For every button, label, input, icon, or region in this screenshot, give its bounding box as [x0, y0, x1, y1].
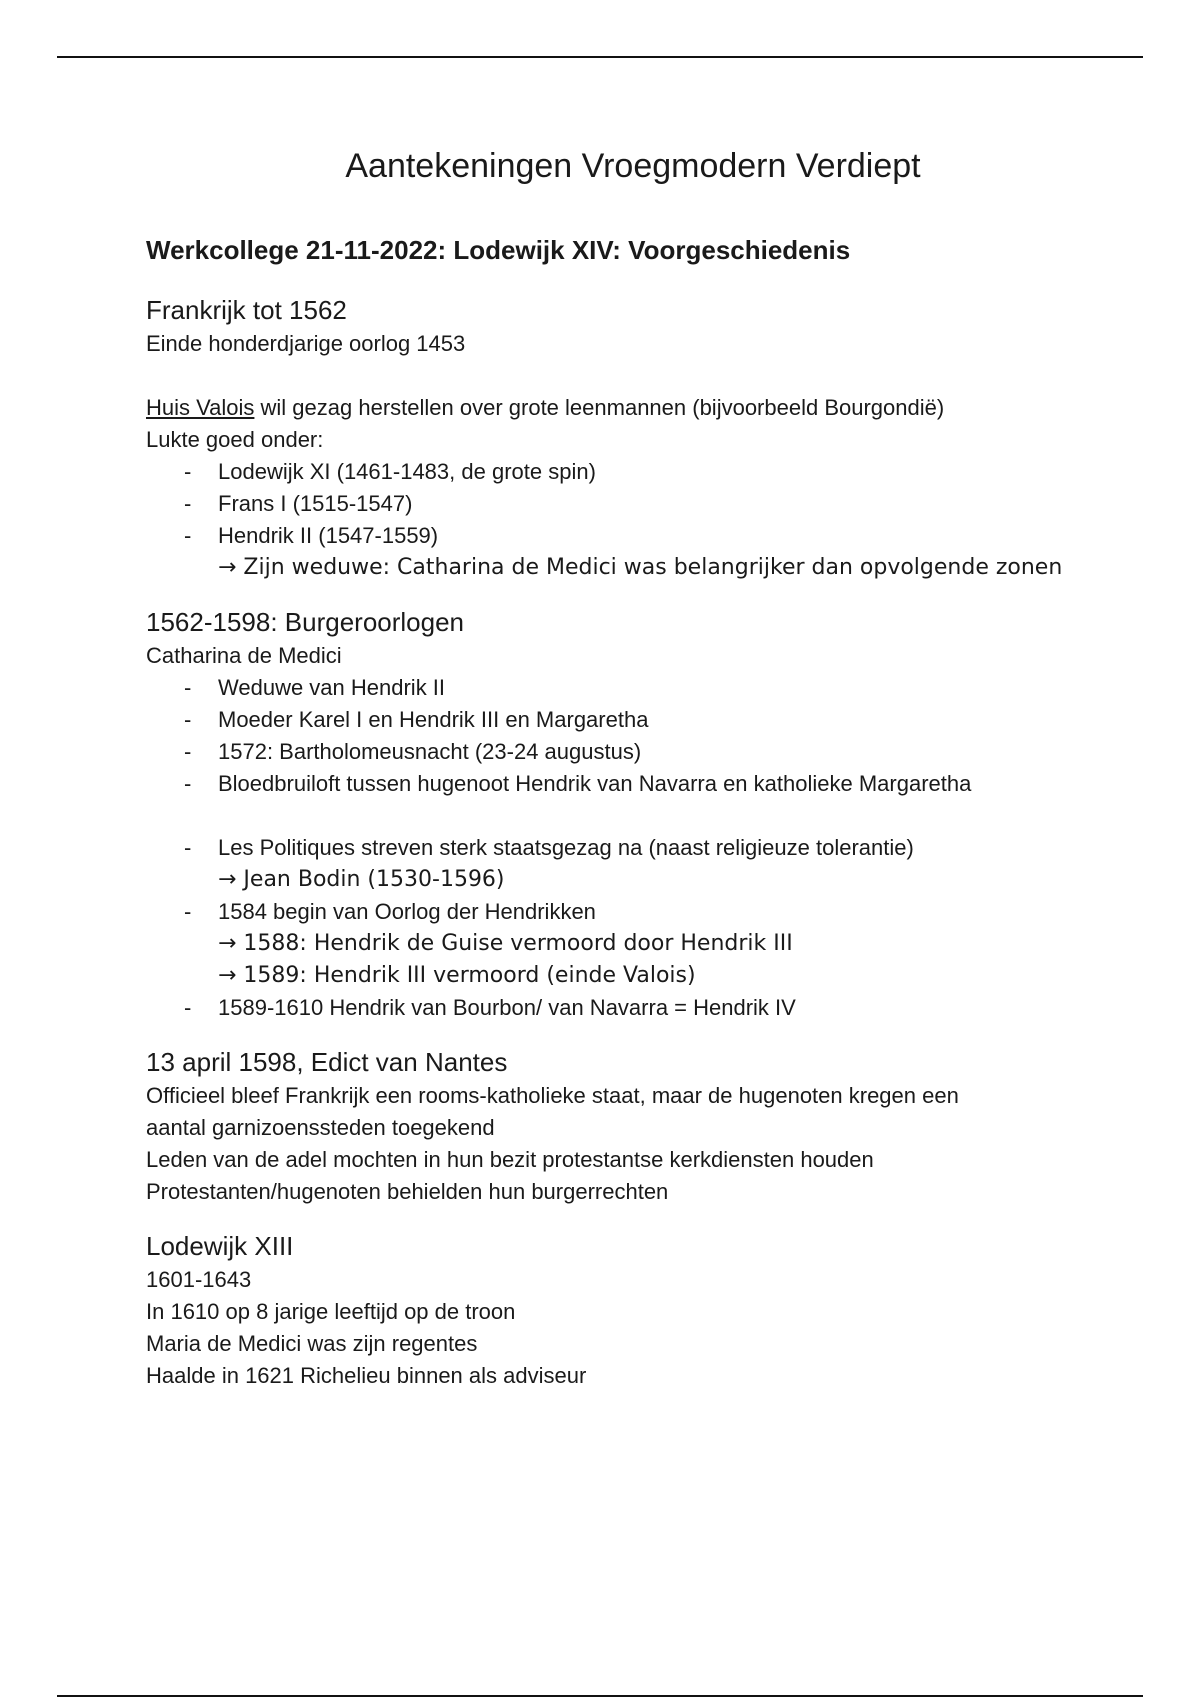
text-line: Officieel bleef Frankrijk een rooms-katholieke staat, maar de hugenoten kregen een: [146, 1083, 959, 1108]
list-item: [184, 456, 1106, 488]
list-item: [184, 488, 1106, 520]
catharina-list: [146, 672, 1106, 800]
text-line: In 1610 op 8 jarige leeftijd op de troon: [146, 1299, 516, 1324]
list-item-text: 1572: Bartholomeusnacht (23-24 augustus): [218, 739, 642, 764]
text-line: aantal garnizoenssteden toegekend: [146, 1115, 495, 1140]
dash-bullet: -: [184, 771, 192, 796]
list-item-text: Les Politiques streven sterk staatsgezag na (naast religieuze tolerantie): [218, 835, 914, 860]
list-item: [184, 896, 1106, 992]
list-item-text: Moeder Karel I en Hendrik III en Margaretha: [218, 707, 649, 732]
sub-note: → 1588: Hendrik de Guise vermoord door Hendrik III: [218, 931, 793, 956]
document-title: Aantekeningen Vroegmodern Verdiept: [345, 147, 921, 185]
list-item: [184, 672, 1106, 704]
section-heading: 1562-1598: Burgeroorlogen: [146, 607, 465, 637]
dash-bullet: -: [184, 491, 192, 516]
list-item: [184, 736, 1106, 768]
politics-list: [146, 832, 1106, 1024]
dash-bullet: -: [184, 739, 192, 764]
section-frankrijk-tot-1562: [146, 292, 1106, 584]
sub-note: → Zijn weduwe: Catharina de Medici was belangrijker dan opvolgende zonen: [218, 555, 1063, 580]
dash-bullet: -: [184, 835, 192, 860]
header-rule: [57, 56, 1143, 58]
section-edict-van-nantes: [146, 1044, 1106, 1208]
list-item-text: 1589-1610 Hendrik van Bourbon/ van Navarra = Hendrik IV: [218, 995, 796, 1020]
section-heading: 13 april 1598, Edict van Nantes: [146, 1047, 508, 1077]
list-item: [184, 992, 1106, 1024]
list-item-text: Bloedbruiloft tussen hugenoot Hendrik van Navarra en katholieke Margaretha: [218, 771, 972, 796]
text-line: Haalde in 1621 Richelieu binnen als adviseur: [146, 1363, 587, 1388]
list-item: [184, 832, 1106, 896]
dash-bullet: -: [184, 899, 192, 924]
list-item-text: Frans I (1515-1547): [218, 491, 413, 516]
text-line: Maria de Medici was zijn regentes: [146, 1331, 478, 1356]
section-heading: Lodewijk XIII: [146, 1231, 294, 1261]
text-line: Leden van de adel mochten in hun bezit protestantse kerkdiensten houden: [146, 1147, 874, 1172]
session-title: Werkcollege 21-11-2022: Lodewijk XIV: Voorgeschiedenis: [146, 235, 851, 265]
list-item-text: 1584 begin van Oorlog der Hendrikken: [218, 899, 596, 924]
dash-bullet: -: [184, 523, 192, 548]
dash-bullet: -: [184, 995, 192, 1020]
document-body: [146, 140, 1106, 1392]
valois-rest-text: wil gezag herstellen over grote leenmannen (bijvoorbeeld Bourgondië): [254, 395, 945, 420]
list-item-text: Hendrik II (1547-1559): [218, 523, 439, 548]
list-item: [184, 520, 1106, 584]
valois-link-text: Huis Valois: [146, 395, 255, 420]
dash-bullet: -: [184, 707, 192, 732]
section-lodewijk-xiii: [146, 1228, 1106, 1392]
list-item: [184, 704, 1106, 736]
section-burgeroorlogen: [146, 604, 1106, 1024]
list-item: [184, 768, 1106, 800]
sub-note: → Jean Bodin (1530-1596): [218, 867, 505, 892]
dash-bullet: -: [184, 675, 192, 700]
list-item-text: Lodewijk XI (1461-1483, de grote spin): [218, 459, 596, 484]
dash-bullet: -: [184, 459, 192, 484]
text-line: Protestanten/hugenoten behielden hun burgerrechten: [146, 1179, 669, 1204]
text-line: [146, 392, 1106, 424]
text-line: Einde honderdjarige oorlog 1453: [146, 331, 466, 356]
sub-note: → 1589: Hendrik III vermoord (einde Valois): [218, 963, 696, 988]
section-heading: Frankrijk tot 1562: [146, 295, 347, 325]
ruler-list: [146, 456, 1106, 584]
list-item-text: Weduwe van Hendrik II: [218, 675, 446, 700]
text-line: 1601-1643: [146, 1267, 252, 1292]
footer-rule: [57, 1695, 1143, 1697]
text-line: Lukte goed onder:: [146, 427, 324, 452]
text-line: Catharina de Medici: [146, 643, 342, 668]
